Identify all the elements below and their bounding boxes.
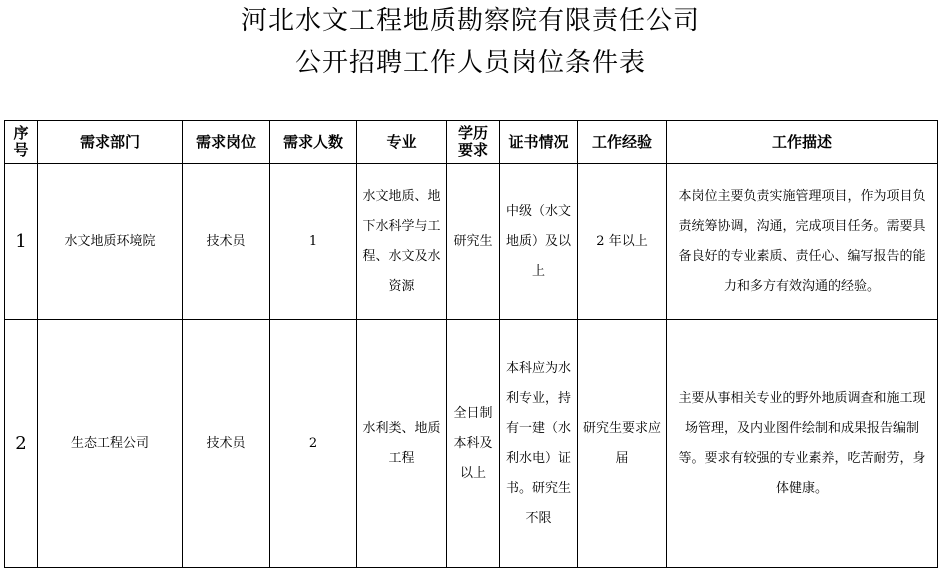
table-row (5, 164, 938, 320)
row-count: 1 (270, 164, 357, 320)
header-education: 学历要求 (447, 121, 500, 164)
position-requirements-table (4, 120, 938, 568)
row-position: 技术员 (183, 164, 270, 320)
document-title: 河北水文工程地质勘察院有限责任公司 (240, 6, 700, 36)
table-row (5, 320, 938, 568)
header-experience: 工作经验 (578, 121, 667, 164)
header-major: 专业 (357, 121, 447, 164)
row-major: 水文地质、地下水科学与工程、水文及水资源 (357, 164, 447, 320)
header-row (5, 121, 938, 164)
row-count: 2 (270, 320, 357, 568)
header-department: 需求部门 (38, 121, 183, 164)
row-education: 研究生 (447, 164, 500, 320)
row-education: 全日制本科及以上 (447, 320, 500, 568)
row-certificate: 本科应为水利专业，持有一建（水利水电）证书。研究生不限 (500, 320, 578, 568)
row-major: 水利类、地质工程 (357, 320, 447, 568)
row-position: 技术员 (183, 320, 270, 568)
document-subtitle: 公开招聘工作人员岗位条件表 (294, 48, 646, 78)
row-description: 主要从事相关专业的野外地质调查和施工现场管理，及内业图件绘制和成果报告编制等。要求有较强的专业素养，吃苦耐劳，身体健康。 (667, 320, 938, 568)
row-department: 水文地质环境院 (38, 164, 183, 320)
row-experience: 研究生要求应届 (578, 320, 667, 568)
row-experience: 2 年以上 (578, 164, 667, 320)
row-department: 生态工程公司 (38, 320, 183, 568)
row-certificate: 中级（水文地质）及以上 (500, 164, 578, 320)
row-index: 2 (5, 320, 38, 568)
header-certificate: 证书情况 (500, 121, 578, 164)
header-position: 需求岗位 (183, 121, 270, 164)
header-index: 序号 (5, 121, 38, 164)
header-description: 工作描述 (667, 121, 938, 164)
row-description: 本岗位主要负责实施管理项目，作为项目负责统筹协调，沟通，完成项目任务。需要具备良好的专业素质、责任心、编写报告的能力和多方有效沟通的经验。 (667, 164, 938, 320)
header-count: 需求人数 (270, 121, 357, 164)
row-index: 1 (5, 164, 38, 320)
